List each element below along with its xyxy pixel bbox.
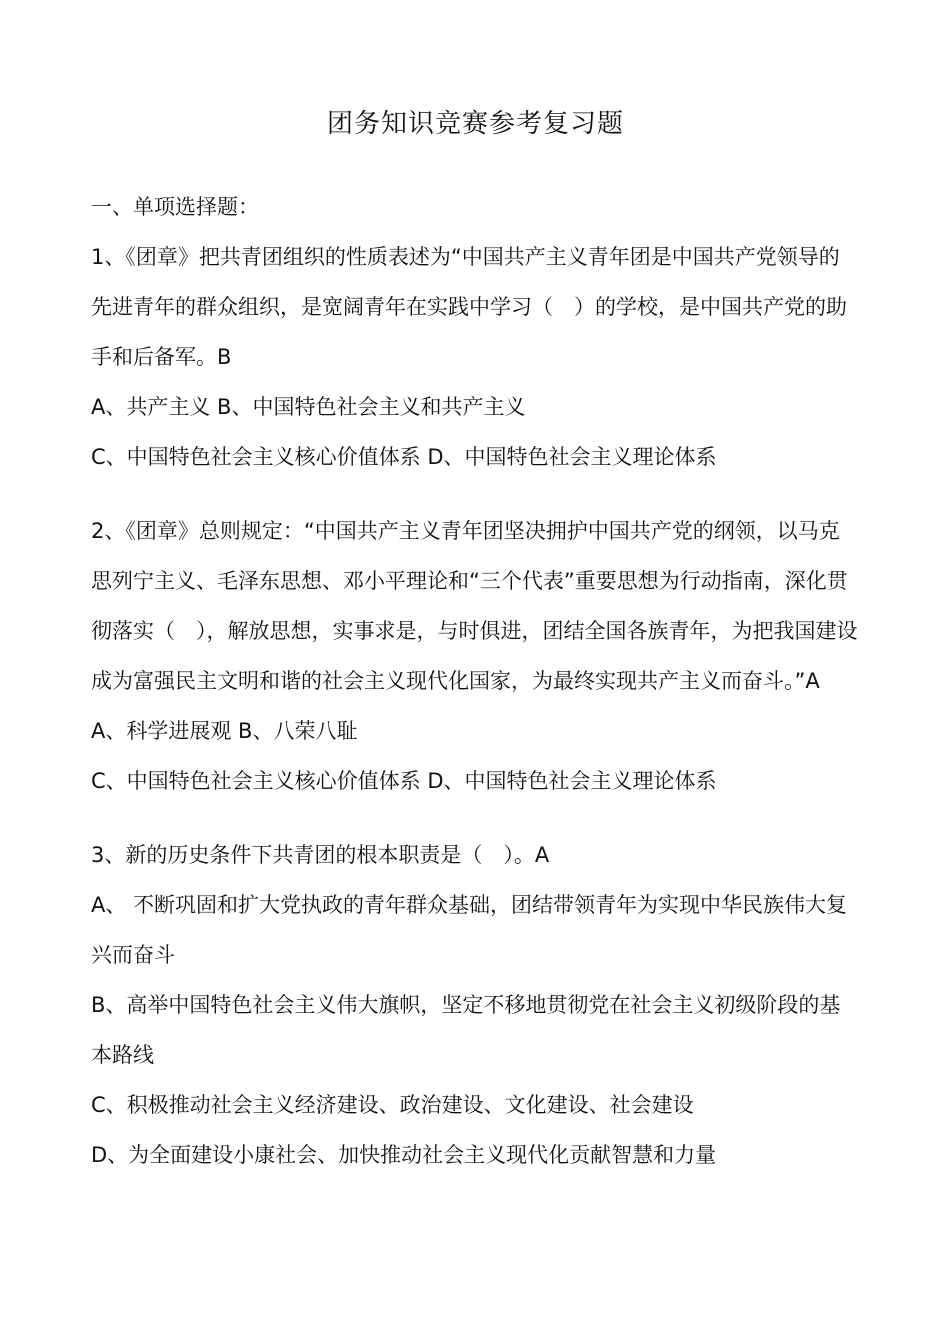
question-spacer [91, 806, 860, 830]
question-spacer [91, 482, 860, 506]
question-2 [91, 506, 860, 806]
question-option: A、共产主义 B、中国特色社会主义和共产主义 [91, 395, 526, 419]
question-option: A、科学进展观 B、八荣八耻 [91, 719, 358, 743]
question-3 [91, 830, 860, 1180]
question-option: C、积极推动社会主义经济建设、政治建设、文化建设、社会建设 [91, 1093, 694, 1117]
question-option: C、中国特色社会主义核心价值体系 D、中国特色社会主义理论体系 [91, 769, 717, 793]
question-option: A、 不断巩固和扩大党执政的青年群众基础，团结带领青年为实现中华民族伟大复兴而奋斗 [91, 893, 848, 967]
question-stem: 3、新的历史条件下共青团的根本职责是（ ）。A [91, 843, 550, 867]
question-option: C、中国特色社会主义核心价值体系 D、中国特色社会主义理论体系 [91, 445, 717, 469]
question-stem: 2、《团章》总则规定：“中国共产主义青年团坚决拥护中国共产党的纲领，以马克思列宁主义、毛泽东思想、邓小平理论和“三个代表”重要思想为行动指南，深化贯彻落实（ ），解放思想，实事求是，与时俱进，团结全国各族青年，为把我国建设成为富强民主文明和谐的社会主义现代化国家，为最终实现共产主义而奋斗。”A [91, 519, 858, 693]
document-title: 团务知识竞赛参考复习题 [326, 109, 624, 139]
question-1 [91, 232, 860, 482]
question-option: B、高举中国特色社会主义伟大旗帜，坚定不移地贯彻党在社会主义初级阶段的基本路线 [91, 993, 841, 1067]
question-option: D、为全面建设小康社会、加快推动社会主义现代化贡献智慧和力量 [91, 1143, 717, 1167]
section-heading: 一、单项选择题： [91, 195, 259, 219]
question-stem: 1、《团章》把共青团组织的性质表述为“中国共产主义青年团是中国共产党领导的先进青年的群众组织，是宽阔青年在实践中学习（ ）的学校，是中国共产党的助手和后备军。B [91, 245, 847, 369]
